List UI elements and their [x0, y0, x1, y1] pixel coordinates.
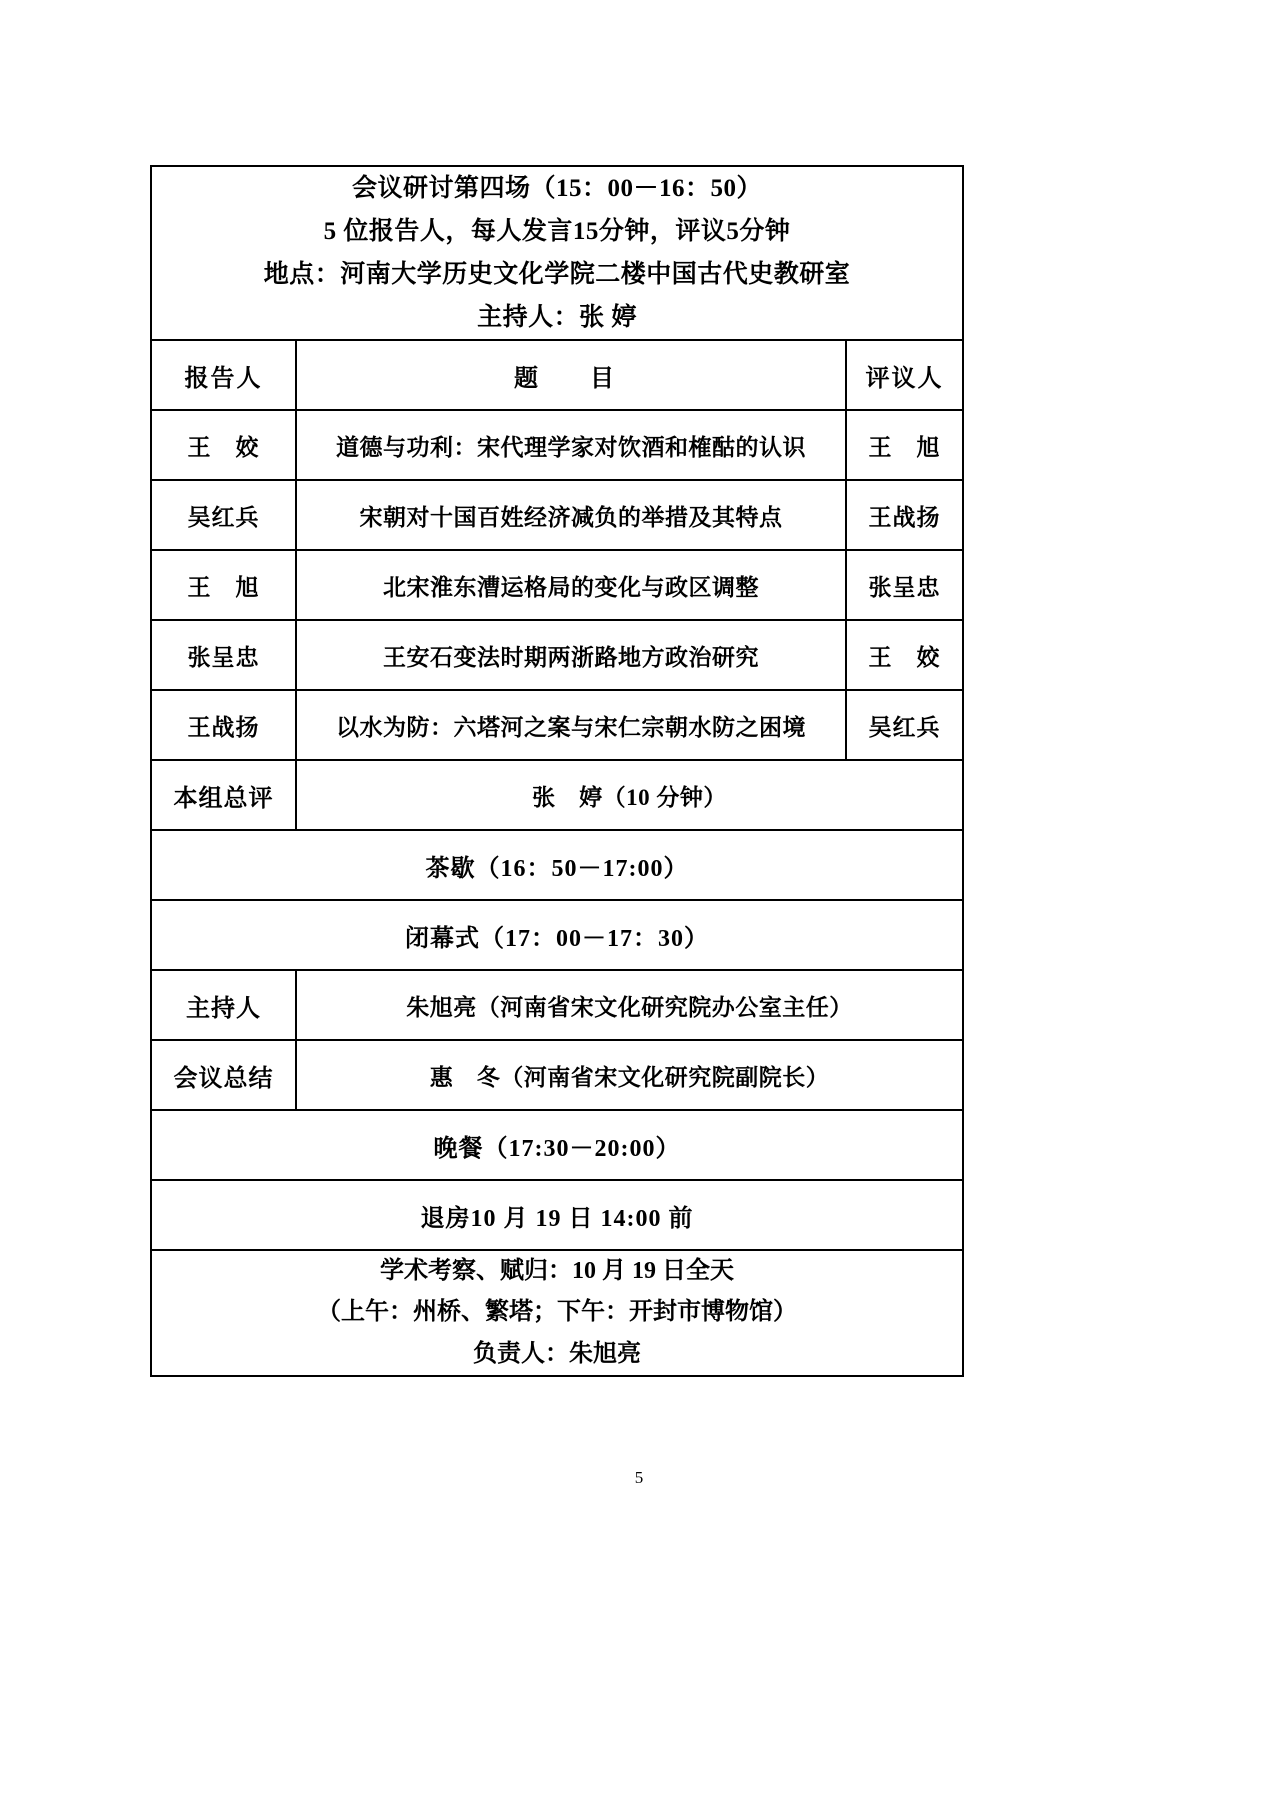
- closing-host-label: 主持人: [151, 970, 296, 1040]
- table-row: [151, 480, 963, 550]
- tea-break-row: [151, 830, 963, 900]
- column-header-row: [151, 340, 963, 410]
- dinner-row: [151, 1110, 963, 1180]
- session-header-cell: [151, 166, 963, 340]
- field-trip-title: 学术考察、赋归：10 月 19 日全天: [380, 1258, 734, 1284]
- topic-cell: 宋朝对十国百姓经济减负的举措及其特点: [296, 480, 846, 550]
- table-row: [151, 550, 963, 620]
- group-summary-value: 张 婷（10 分钟）: [296, 760, 963, 830]
- closing-host-row: [151, 970, 963, 1040]
- dinner-cell: 晚餐（17:30－20:00）: [151, 1110, 963, 1180]
- topic-cell: 北宋淮东漕运格局的变化与政区调整: [296, 550, 846, 620]
- conference-summary-row: [151, 1040, 963, 1110]
- session-host: 主持人：张 婷: [477, 304, 637, 331]
- discussant-cell: 王 旭: [846, 410, 963, 480]
- discussant-cell: 吴红兵: [846, 690, 963, 760]
- presenter-cell: 吴红兵: [151, 480, 296, 550]
- session-title: 会议研讨第四场（15：00－16：50）: [351, 175, 762, 202]
- page-number: 5: [634, 1468, 644, 1487]
- closing-ceremony-cell: 闭幕式（17：00－17：30）: [151, 900, 963, 970]
- presenter-cell: 王战扬: [151, 690, 296, 760]
- session-format: 5 位报告人，每人发言15分钟，评议5分钟: [323, 218, 791, 245]
- column-header-discussant: 评议人: [846, 340, 963, 410]
- presenter-cell: 王 旭: [151, 550, 296, 620]
- table-row: [151, 620, 963, 690]
- checkout-cell: 退房10 月 19 日 14:00 前: [151, 1180, 963, 1250]
- schedule-table: [150, 165, 964, 1377]
- discussant-cell: 张呈忠: [846, 550, 963, 620]
- table-row: [151, 410, 963, 480]
- column-header-presenter: 报告人: [151, 340, 296, 410]
- conference-summary-label: 会议总结: [151, 1040, 296, 1110]
- group-summary-label: 本组总评: [151, 760, 296, 830]
- field-trip-row: [151, 1250, 963, 1376]
- discussant-cell: 王战扬: [846, 480, 963, 550]
- checkout-row: [151, 1180, 963, 1250]
- topic-cell: 王安石变法时期两浙路地方政治研究: [296, 620, 846, 690]
- table-header-row: [151, 166, 963, 340]
- closing-host-value: 朱旭亮（河南省宋文化研究院办公室主任）: [296, 970, 963, 1040]
- discussant-cell: 王 姣: [846, 620, 963, 690]
- field-trip-cell: [151, 1250, 963, 1376]
- group-summary-row: [151, 760, 963, 830]
- field-trip-leader: 负责人：朱旭亮: [473, 1340, 641, 1367]
- presenter-cell: 张呈忠: [151, 620, 296, 690]
- field-trip-detail: （上午：州桥、繁塔；下午：开封市博物馆）: [317, 1299, 797, 1326]
- column-header-topic: 题 目: [296, 340, 846, 410]
- topic-cell: 道德与功利：宋代理学家对饮酒和榷酤的认识: [296, 410, 846, 480]
- presenter-cell: 王 姣: [151, 410, 296, 480]
- session-location: 地点：河南大学历史文化学院二楼中国古代史教研室: [263, 261, 851, 288]
- tea-break-cell: 茶歇（16：50－17:00）: [151, 830, 963, 900]
- closing-ceremony-row: [151, 900, 963, 970]
- topic-cell: 以水为防：六塔河之案与宋仁宗朝水防之困境: [296, 690, 846, 760]
- conference-summary-value: 惠 冬（河南省宋文化研究院副院长）: [296, 1040, 963, 1110]
- table-row: [151, 690, 963, 760]
